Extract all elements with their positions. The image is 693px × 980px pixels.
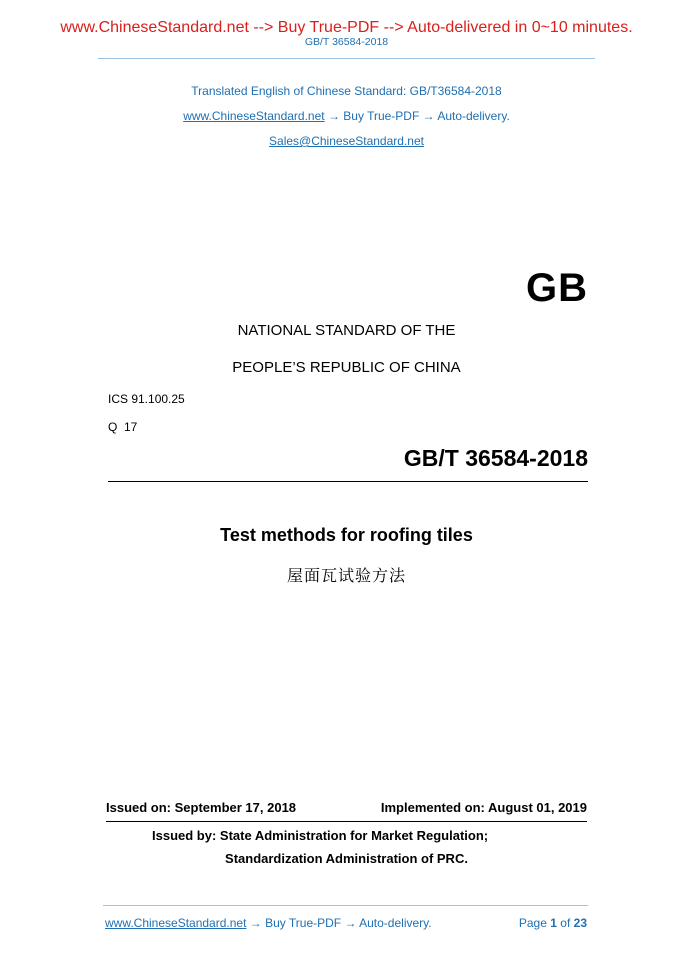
implemented-on-date: Implemented on: August 01, 2019	[380, 800, 587, 815]
ics-code: ICS 91.100.25	[108, 392, 185, 406]
footer-site-line	[105, 916, 432, 930]
page-indicator	[519, 916, 587, 930]
standard-number-divider	[108, 481, 588, 482]
issued-on-date: Issued on: September 17, 2018	[106, 800, 297, 815]
top-banner[interactable]: www.ChineseStandard.net --> Buy True-PDF --> Auto-delivered in 0~10 minutes.	[60, 19, 633, 36]
ccs-code: Q 17	[108, 420, 138, 434]
footer-site-rest: → Buy True-PDF → Auto-delivery.	[249, 916, 432, 930]
page-of: of	[560, 916, 571, 930]
issued-by-line2: Standardization Administration of PRC.	[225, 851, 468, 866]
title-english: Test methods for roofing tiles	[220, 525, 473, 545]
site-link[interactable]: www.ChineseStandard.net	[183, 109, 325, 123]
translation-notice: Translated English of Chinese Standard: GB/T36584-2018	[191, 84, 502, 98]
sales-email-link[interactable]: Sales@ChineseStandard.net	[269, 134, 424, 148]
translation-site-line	[0, 109, 693, 123]
footer-site-link[interactable]: www.ChineseStandard.net	[105, 916, 247, 930]
issued-by-line1: Issued by: State Administration for Market Regulation;	[152, 828, 489, 843]
footer-divider	[103, 905, 588, 906]
page-total: 23	[573, 916, 587, 930]
site-link-rest: → Buy True-PDF → Auto-delivery.	[327, 109, 510, 123]
title-chinese: 屋面瓦试验方法	[286, 566, 406, 585]
national-standard-line2: PEOPLE’S REPUBLIC OF CHINA	[232, 359, 461, 376]
standard-number: GB/T 36584-2018	[403, 445, 588, 471]
header-divider	[98, 58, 595, 59]
sales-email-line	[0, 134, 693, 148]
gb-mark: GB	[526, 266, 588, 310]
national-standard-line1: NATIONAL STANDARD OF THE	[237, 322, 456, 339]
dates-divider	[106, 821, 587, 822]
header-doc-code: GB/T 36584-2018	[304, 36, 389, 48]
page-current: 1	[550, 916, 557, 930]
page-label: Page	[518, 916, 547, 930]
